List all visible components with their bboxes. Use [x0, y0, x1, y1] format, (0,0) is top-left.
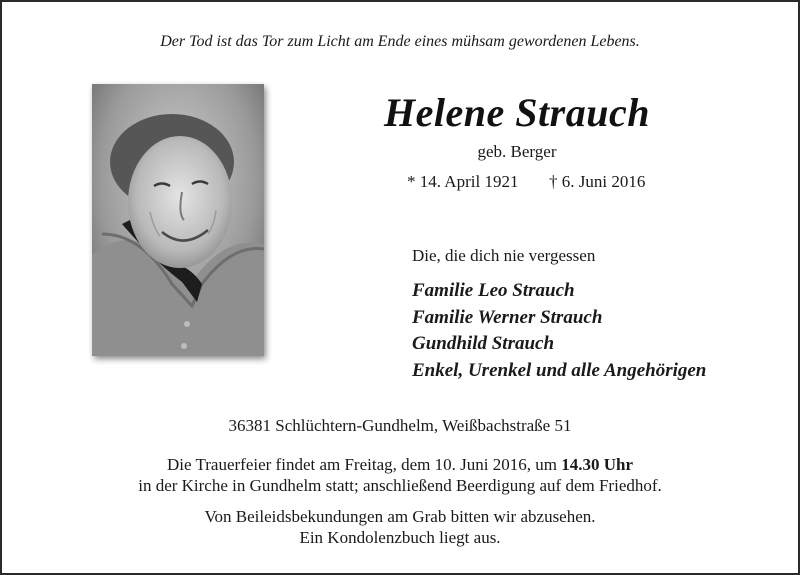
mourner-family: Gundhild Strauch: [412, 333, 555, 354]
deceased-name: Helene Strauch: [384, 90, 650, 135]
memorial-quote: Der Tod ist das Tor zum Licht am Ende eines mühsam gewordenen Lebens.: [160, 33, 640, 50]
ceremony-line-1: [2, 454, 798, 475]
mourners-intro: Die, die dich nie vergessen: [412, 246, 596, 265]
condolence-request: Von Beileidsbekundungen am Grab bitten wir abzusehen.: [204, 507, 596, 526]
mourner-family: Familie Leo Strauch: [412, 280, 575, 301]
portrait-image: [92, 84, 264, 356]
mourner-family: Familie Werner Strauch: [412, 306, 603, 328]
maiden-name: geb. Berger: [477, 142, 557, 161]
ceremony-time: 14.30 Uhr: [561, 455, 633, 474]
death-date: † 6. Juni 2016: [549, 172, 646, 191]
closing-notes: [2, 506, 798, 548]
ceremony-line-2: in der Kirche in Gundhelm statt; anschließend Beerdigung auf dem Friedhof.: [138, 476, 662, 495]
address: 36381 Schlüchtern-Gundhelm, Weißbachstraße 51: [228, 416, 572, 435]
birth-date: * 14. April 1921: [407, 172, 519, 191]
ceremony-date-text: Die Trauerfeier findet am Freitag, dem 10. Juni 2016, um: [166, 455, 562, 474]
funeral-service-info: [2, 454, 798, 496]
portrait-photo: [92, 84, 264, 356]
mourner-family: Enkel, Urenkel und alle Angehörigen: [412, 359, 707, 381]
condolence-book-note: Ein Kondolenzbuch liegt aus.: [299, 528, 501, 547]
mourners-list: [412, 278, 706, 384]
